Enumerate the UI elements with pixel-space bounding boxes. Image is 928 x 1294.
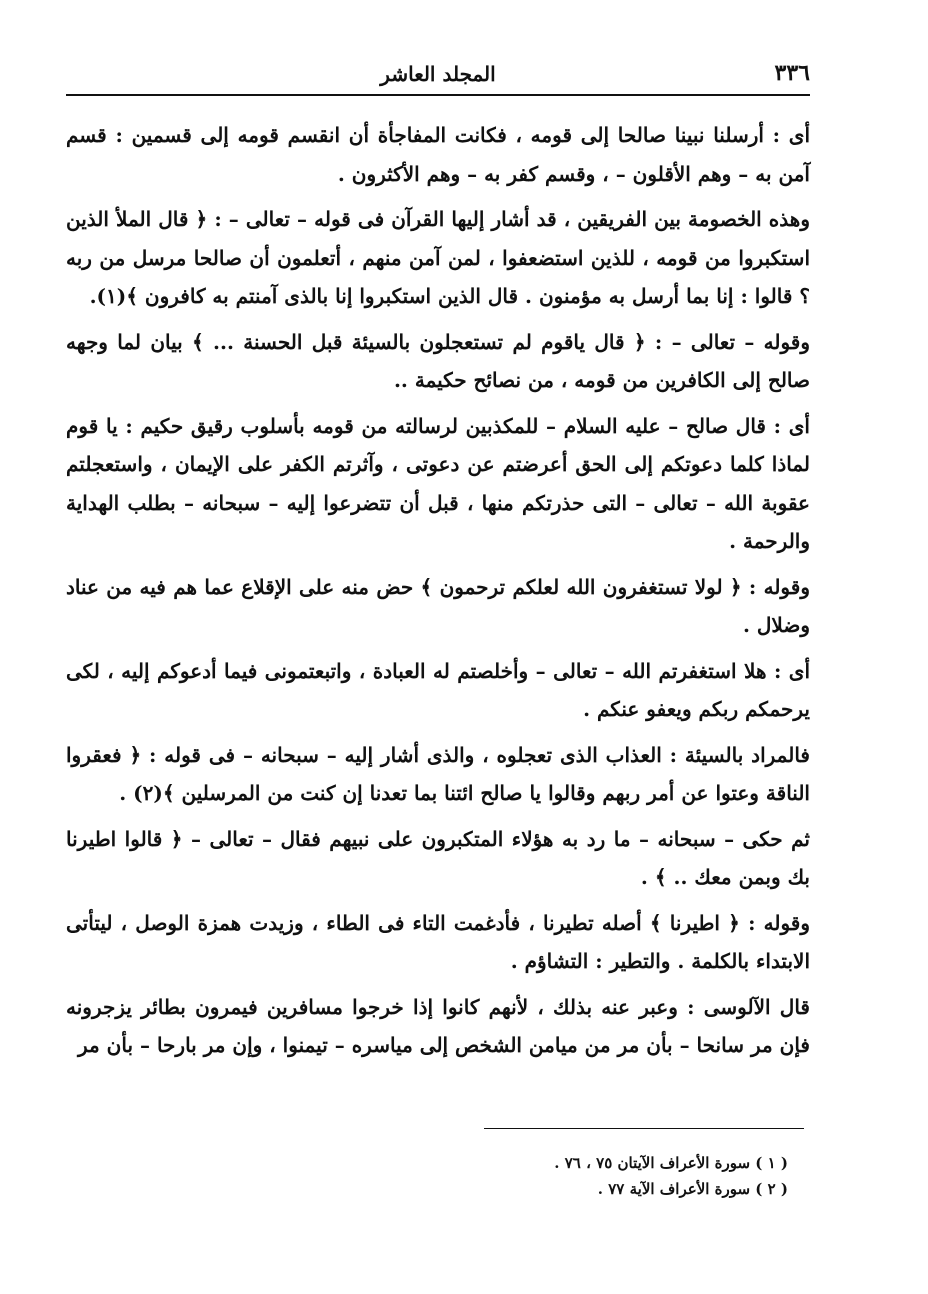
paragraph: فالمراد بالسيئة : العذاب الذى تعجلوه ، والذى أشار إليه – سبحانه – فى قوله : ﴿ فعقروا الناقة وعتوا عن أمر ربهم وقالوا يا صالح ائتنا بما تعدنا إن كنت من المرسلين ﴾(٢) . [66,742,810,805]
paragraph: أى : قال صالح – عليه السلام – للمكذبين لرسالته من قومه بأسلوب رقيق حكيم : يا قوم لماذا كلما دعوتكم إلى الحق أعرضتم عن دعوتى ، وآثرتم الكفر على الإيمان ، واستعجلتم عقوبة الله – تعالى – التى حذرتكم منها ، قبل أن تتضرعوا إليه – سبحانه – بطلب الهداية والرحمة . [66,413,810,553]
paragraph: أى : أرسلنا نبينا صالحا إلى قومه ، فكانت المفاجأة أن انقسم قومه إلى قسمين : قسم آمن به – وهم الأقلون – ، وقسم كفر به – وهم الأكثرون . [66,123,810,186]
footnote: ( ٢ ) سورة الأعراف الآية ٧٧ . [597,1180,788,1198]
running-title: المجلد العاشر [380,62,496,86]
page-header [66,60,810,90]
footnote: ( ١ ) سورة الأعراف الآيتان ٧٥ ، ٧٦ . [554,1154,788,1172]
footnotes [66,1150,788,1202]
paragraph: أى : هلا استغفرتم الله – تعالى – وأخلصتم له العبادة ، واتبعتمونى فيما أدعوكم إليه ، لكى يرحمكم ربكم ويعفو عنكم . [66,658,810,721]
paragraph: قال الآلوسى : وعبر عنه بذلك ، لأنهم كانوا إذا خرجوا مسافرين فيمرون بطائر يزجرونه فإن مر سانحا – بأن مر من ميامن الشخص إلى مياسره – تيمنوا ، وإن مر بارحا – بأن مر [66,994,810,1057]
page-number: ٣٣٦ [774,60,810,86]
paragraph: وقوله : ﴿ اطيرنا ﴾ أصله تطيرنا ، فأدغمت التاء فى الطاء ، وزيدت همزة الوصل ، ليتأتى الابتداء بالكلمة . والتطير : التشاؤم . [66,910,810,973]
paragraph: وقوله – تعالى – : ﴿ قال ياقوم لم تستعجلون بالسيئة قبل الحسنة ... ﴾ بيان لما وجهه صالح إلى الكافرين من قومه ، من نصائح حكيمة .. [66,329,810,392]
paragraph: وهذه الخصومة بين الفريقين ، قد أشار إليها القرآن فى قوله – تعالى – : ﴿ قال الملأ الذين استكبروا من قومه ، للذين استضعفوا ، لمن آمن منهم ، أتعلمون أن صالحا مرسل من ربه ؟ قالوا : إنا بما أرسل به مؤمنون . قال الذين استكبروا إنا بالذى آمنتم به كافرون ﴾(١). [66,207,810,308]
footnote-rule [484,1128,804,1129]
body-text [66,116,810,1072]
paragraph: وقوله : ﴿ لولا تستغفرون الله لعلكم ترحمون ﴾ حض منه على الإقلاع عما هم فيه من عناد وضلال . [66,574,810,637]
header-rule [66,94,810,96]
paragraph: ثم حكى – سبحانه – ما رد به هؤلاء المتكبرون على نبيهم فقال – تعالى – ﴿ قالوا اطيرنا بك وبمن معك .. ﴾ . [66,826,810,889]
